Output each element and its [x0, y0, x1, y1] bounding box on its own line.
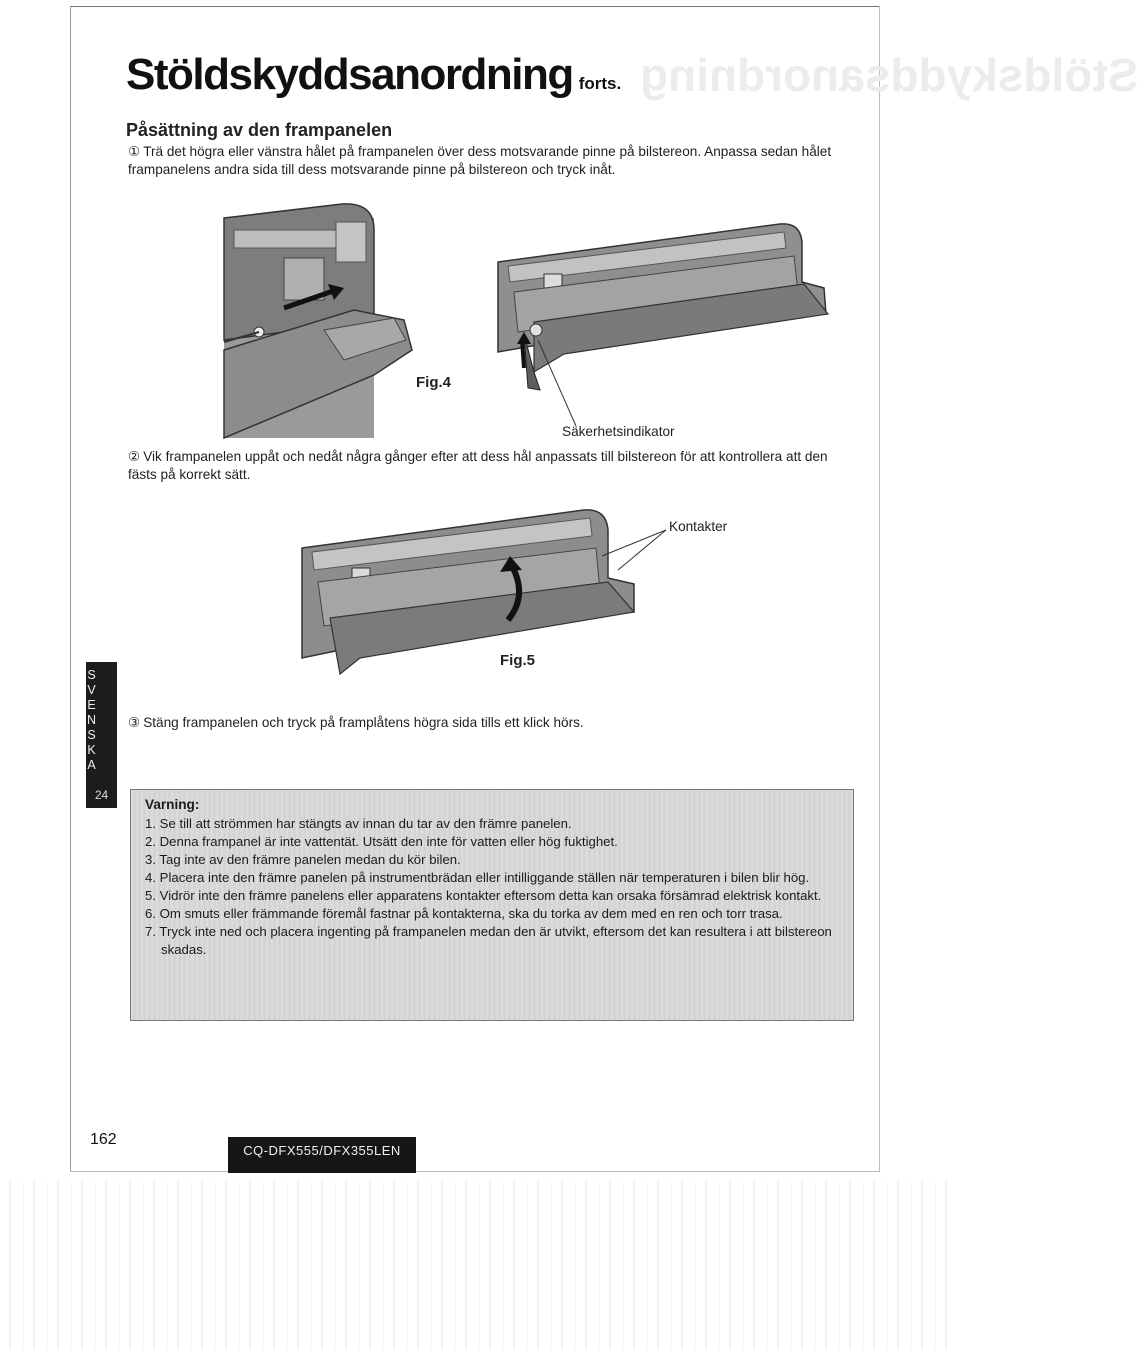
fig5-label: Fig.5	[500, 652, 536, 669]
page-number: 162	[90, 1131, 117, 1148]
step-3	[128, 714, 853, 732]
step-3-number: ③	[128, 715, 141, 730]
step-2	[128, 448, 853, 484]
warning-item-1: 1. Se till att strömmen har stängts av innan du tar av den främre panelen.	[145, 816, 572, 831]
warning-item-2: 2. Denna frampanel är inte vattentät. Utsätt den inte för vatten eller hög fuktighet.	[145, 834, 618, 849]
step-2-number: ②	[128, 449, 141, 464]
section-heading: Påsättning av den frampanelen	[126, 120, 393, 140]
page-border-left	[70, 6, 71, 1171]
warning-box	[130, 789, 854, 1021]
step-2-text: Vik frampanelen uppåt och nedåt några gånger efter att dess hål anpassats till bilstereon för att kontrollera att den fästs på korrekt sätt.	[128, 449, 828, 482]
bottom-scan-stripes	[0, 1180, 954, 1349]
step-1	[128, 143, 853, 179]
fig5-callout-lines	[598, 526, 670, 572]
contacts-callout: Kontakter	[669, 519, 728, 534]
step-1-number: ①	[128, 144, 141, 159]
page-title-main: Stöldskyddsanordning	[126, 50, 573, 99]
fig5-unit-illustration	[300, 508, 638, 678]
bleed-through-title: Stöldskyddsanordning	[640, 49, 1138, 101]
page-border-right	[879, 6, 880, 1171]
warning-item-5: 5. Vidrör inte den främre panelens eller apparatens kontakter eftersom detta kan orsaka försämrad elektrisk kontakt.	[145, 888, 822, 903]
fig4-callout-line	[536, 338, 586, 430]
language-side-tab	[86, 662, 117, 808]
warning-title: Varning:	[145, 797, 200, 812]
language-tab-page: 24	[94, 788, 109, 802]
page-title-continued: forts.	[578, 74, 622, 93]
fig4-closeup-illustration	[224, 200, 414, 440]
language-tab-letters: SVENSKA	[86, 668, 117, 772]
warning-item-7: 7. Tryck inte ned och placera ingenting på frampanelen medan den är utvikt, eftersom det kan resultera i att bilstereon skadas.	[145, 924, 832, 957]
step-3-text: Stäng frampanelen och tryck på framplåtens högra sida tills ett klick hörs.	[143, 715, 584, 730]
page-title	[126, 50, 621, 100]
page-border-top	[70, 6, 880, 7]
warning-item-4: 4. Placera inte den främre panelen på instrumentbrädan eller intilliggande ställen när temperaturen i bilen blir hög.	[145, 870, 810, 885]
model-number-bar: CQ-DFX555/DFX355LEN	[228, 1137, 416, 1173]
warning-item-6: 6. Om smuts eller främmande föremål fastnar på kontakterna, ska du torka av dem med en ren och torr trasa.	[145, 906, 783, 921]
page-border-bottom	[70, 1171, 880, 1172]
fig4-label: Fig.4	[416, 374, 452, 391]
step-1-text: Trä det högra eller vänstra hålet på frampanelen över dess motsvarande pinne på bilstereon. Anpassa sedan hålet frampanelens andra sida till dess motsvarande pinne på bilstereon och tryck inåt.	[128, 144, 832, 177]
safety-indicator-callout: Säkerhetsindikator	[562, 424, 675, 439]
warning-item-3: 3. Tag inte av den främre panelen medan du kör bilen.	[145, 852, 461, 867]
warning-list	[145, 815, 843, 959]
